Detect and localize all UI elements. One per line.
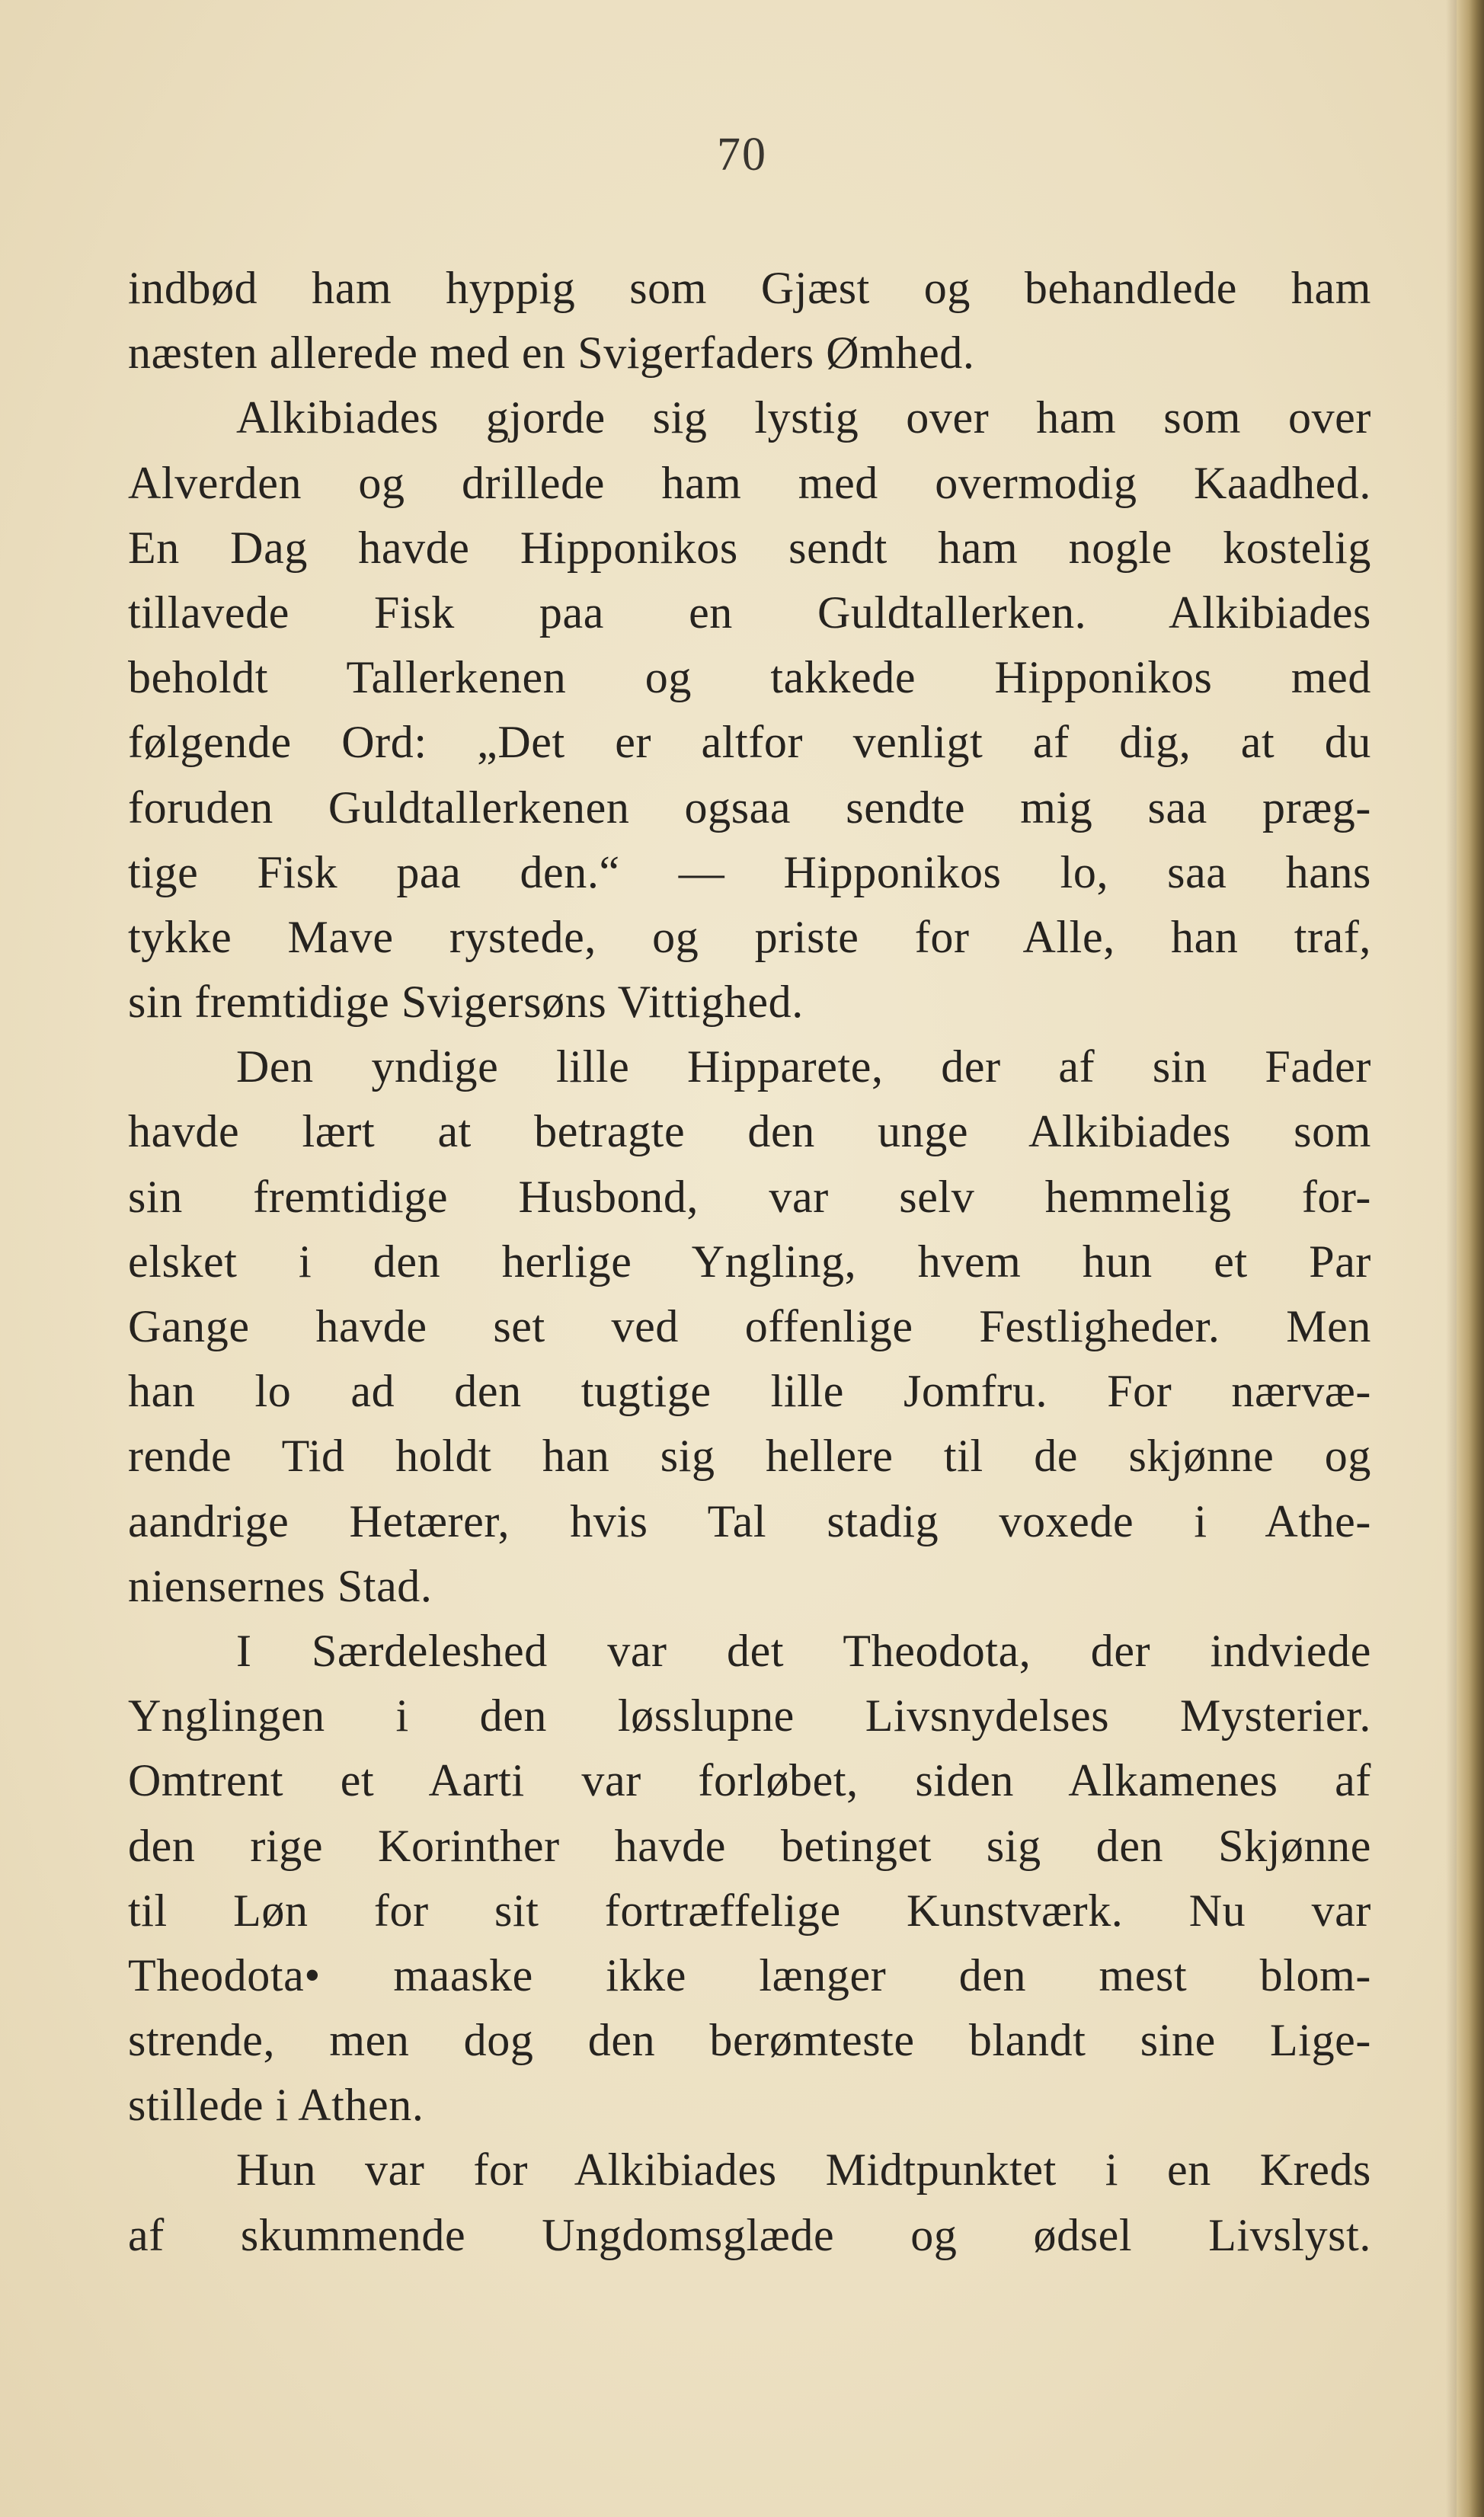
text-line: aandrige Hetærer, hvis Tal stadig voxede i Athe- — [128, 1495, 1371, 1546]
text-line: havde lært at betragte den unge Alkibiades som — [128, 1106, 1371, 1157]
text-line: Hun var for Alkibiades Midtpunktet i en Kreds — [236, 2144, 1371, 2196]
page-gutter-shadow — [1446, 0, 1457, 2517]
text-line: elsket i den herlige Yngling, hvem hun et Par — [128, 1236, 1371, 1287]
page-edge — [1457, 0, 1484, 2517]
page-number: 70 — [717, 129, 767, 181]
text-line: Alkibiades gjorde sig lystig over ham som over — [236, 392, 1371, 443]
text-line: rende Tid holdt han sig hellere til de skjønne og — [128, 1431, 1371, 1482]
text-line: I Særdeleshed var det Theodota, der indviede — [236, 1625, 1371, 1676]
text-body — [128, 256, 1371, 2268]
text-line: foruden Guldtallerkenen ogsaa sendte mig saa præg- — [128, 782, 1371, 833]
text-line: niensernes Stad. — [128, 1560, 433, 1611]
text-line: næsten allerede med en Svigerfaders Ømhed. — [128, 328, 975, 379]
text-line: Alverden og drillede ham med overmodig Kaadhed. — [128, 457, 1371, 508]
text-line: beholdt Tallerkenen og takkede Hipponikos med — [128, 652, 1371, 703]
text-line: følgende Ord: „Det er altfor venligt af dig, at du — [128, 717, 1371, 768]
text-line: strende, men dog den berømteste blandt sine Lige- — [128, 2015, 1371, 2066]
text-line: tillavede Fisk paa en Guldtallerken. Alkibiades — [128, 587, 1371, 638]
text-line: Ynglingen i den løsslupne Livsnydelses Mysterier. — [128, 1690, 1371, 1741]
text-line: sin fremtidige Svigersøns Vittighed. — [128, 977, 804, 1028]
text-line: tykke Mave rystede, og priste for Alle, han traf, — [128, 911, 1371, 962]
text-line: Omtrent et Aarti var forløbet, siden Alkamenes af — [128, 1755, 1371, 1806]
text-line: Theodota• maaske ikke længer den mest blom- — [128, 1949, 1371, 2000]
text-line: Den yndige lille Hipparete, der af sin Fader — [236, 1041, 1371, 1092]
text-line: tige Fisk paa den.“ — Hipponikos lo, saa hans — [128, 846, 1371, 897]
text-line: Gange havde set ved offenlige Festligheder. Men — [128, 1301, 1371, 1351]
text-line: stillede i Athen. — [128, 2080, 424, 2131]
text-line: af skummende Ungdomsglæde og ødsel Livslyst. — [128, 2209, 1371, 2260]
text-line: han lo ad den tugtige lille Jomfru. For nærvæ- — [128, 1366, 1371, 1417]
text-line: til Løn for sit fortræffelige Kunstværk. Nu var — [128, 1885, 1371, 1936]
text-line: sin fremtidige Husbond, var selv hemmelig for- — [128, 1171, 1371, 1222]
text-line: En Dag havde Hipponikos sendt ham nogle kostelig — [128, 522, 1371, 573]
text-line: den rige Korinther havde betinget sig den Skjønne — [128, 1820, 1371, 1871]
text-line: indbød ham hyppig som Gjæst og behandlede ham — [128, 263, 1371, 313]
